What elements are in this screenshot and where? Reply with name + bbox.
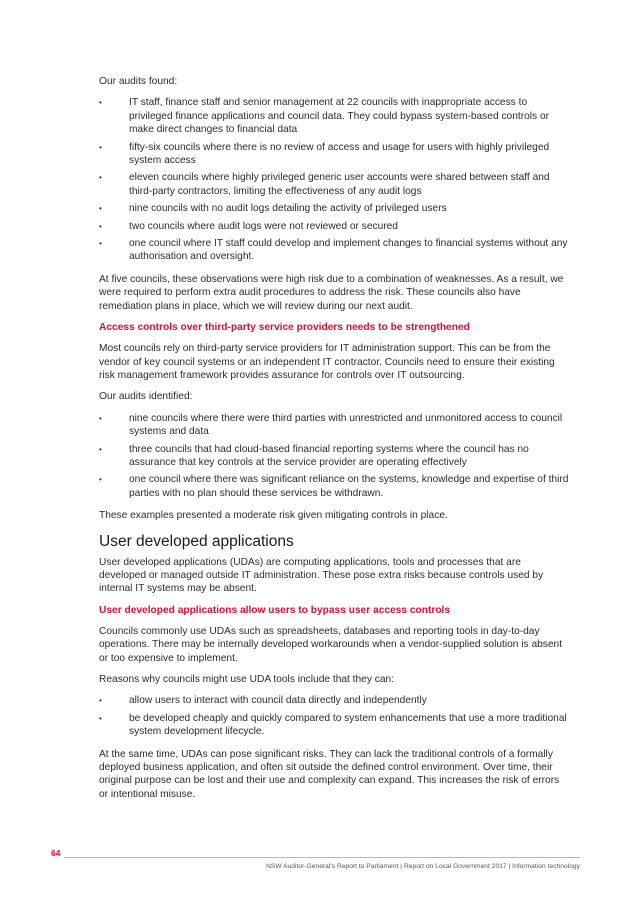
list-item: • allow users to interact with council data directly and independently <box>99 694 569 707</box>
third-party-findings-list <box>99 412 569 500</box>
paragraph: These examples presented a moderate risk given mitigating controls in place. <box>99 510 448 522</box>
footer-text: NSW Auditor-General's Report to Parliament | Report on Local Government 2017 | Information technology <box>266 863 580 870</box>
subheading-uda: User developed applications allow users to bypass user access controls <box>99 604 451 616</box>
paragraph: Councils commonly use UDAs such as spreadsheets, databases and reporting tools in day-to-day operations. There may be internally developed workarounds when a vendor-supplied solution is absent or too expensive to implement. <box>99 625 563 664</box>
footer-divider <box>64 857 580 858</box>
page-number: 64 <box>51 848 61 858</box>
subheading-third-party: Access controls over third-party service providers needs to be strengthened <box>99 322 470 334</box>
list-item: • nine councils where there were third parties with unrestricted and unmonitored access to council systems and data <box>99 412 569 439</box>
intro-audits-identified: Our audits identified: <box>99 391 193 403</box>
list-item: • IT staff, finance staff and senior management at 22 councils with inappropriate access to privileged finance applications and council data. They could bypass system-based controls or make direct changes to financial data <box>99 96 569 136</box>
list-item: • one council where IT staff could develop and implement changes to financial systems without any authorisation and oversight. <box>99 237 569 264</box>
paragraph: At the same time, UDAs can pose significant risks. They can lack the traditional controls of a formally deployed business application, and often sit outside the defined control environment. Over time, their original purpose can be lost and their use and complexity can expand. This increases the risk of errors or intentional misuse. <box>99 748 560 800</box>
section-heading: User developed applications <box>99 532 294 550</box>
list-item: • eleven councils where highly privileged generic user accounts were shared between staff and third-party contractors, limiting the effectiveness of any audit logs <box>99 171 569 198</box>
list-item: • three councils that had cloud-based financial reporting systems where the council has no assurance that key controls at the service provider are operating effectively <box>99 443 569 470</box>
page-body <box>99 75 569 809</box>
list-item: • be developed cheaply and quickly compared to system enhancements that use a more traditional system development lifecycle. <box>99 712 569 739</box>
paragraph: User developed applications (UDAs) are computing applications, tools and processes that are developed or managed outside IT administration. These pose extra risks because controls used by internal IT systems may be absent. <box>99 556 544 595</box>
audit-findings-list <box>99 96 569 263</box>
list-item: • two councils where audit logs were not reviewed or secured <box>99 220 569 233</box>
intro-audits-found: Our audits found: <box>99 76 178 87</box>
intro-reasons: Reasons why councils might use UDA tools include that they can: <box>99 674 395 685</box>
list-item: • nine councils with no audit logs detailing the activity of privileged users <box>99 202 569 215</box>
list-item: • fifty-six councils where there is no review of access and usage for users with highly privileged system access <box>99 141 569 168</box>
paragraph: At five councils, these observations were high risk due to a combination of weaknesses. As a result, we were required to perform extra audit procedures to address the risk. These councils also have remediation plans in place, which we will review during our next audit. <box>99 273 564 312</box>
list-item: • one council where there was significant reliance on the systems, knowledge and expertise of third parties with no plan should these services be withdrawn. <box>99 473 569 500</box>
uda-reasons-list <box>99 694 569 738</box>
paragraph: Most councils rely on third-party service providers for IT administration support. This can be from the vendor of key council systems or an independent IT contractor. Councils need to ensure their existing risk management framework provides assurance for controls over IT outsourcing. <box>99 343 555 381</box>
